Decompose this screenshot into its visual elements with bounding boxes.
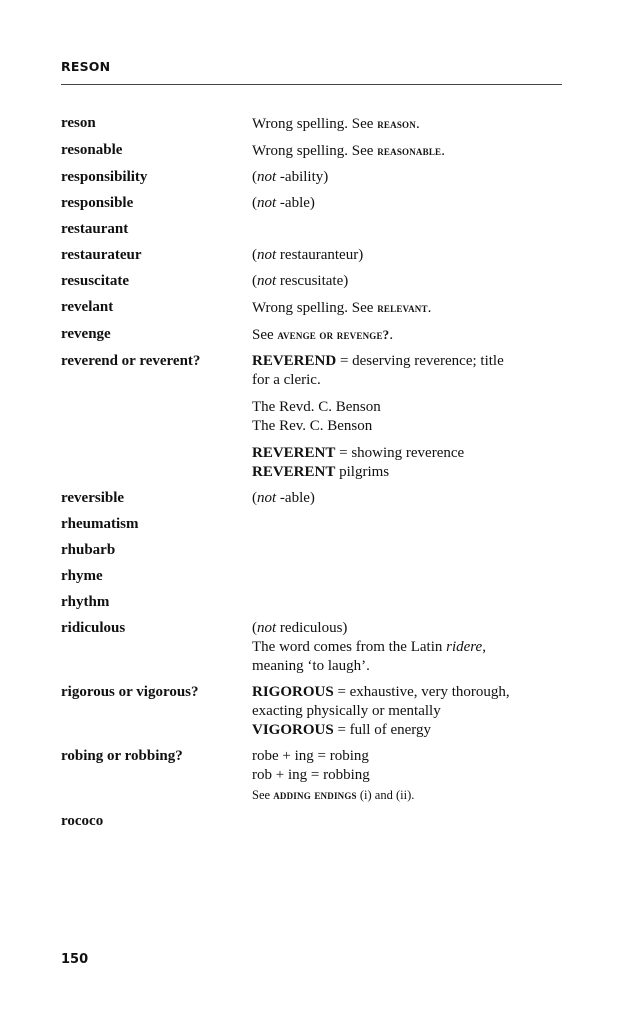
entry-rigorous-or-vigorous [61,683,561,740]
entry-term: robing or robbing? [61,748,183,764]
entry-term: restaurateur [61,247,142,263]
cross-reference: reasonable [377,143,442,158]
usage-examples: The Revd. C. Benson The Rev. C. Benson [252,399,381,434]
entry-definition: Wrong spelling. See reasonable. [252,143,445,159]
entry-definition: (not rescusitate) [252,273,349,289]
entry-term: responsible [61,195,134,211]
entry-definition: REVEREND = deserving reverence; title for a cleric. The Revd. C. Benson The Rev. C. Benson REVERENT = showing reverence REVERENT pilgrims [252,352,561,482]
entry-term: reson [61,115,96,131]
entry-term: reverend or reverent? [61,353,201,369]
entry-ridiculous [61,619,561,676]
entry-responsibility [61,168,561,187]
entry-term: reversible [61,490,125,506]
page-number: 150 [61,952,89,967]
entry-term: rhythm [61,594,110,610]
header-rule [61,84,562,85]
entry-term: rigorous or vigorous? [61,684,199,700]
running-head: RESON [61,59,111,74]
entry-reversible [61,489,561,508]
entry-rhythm [61,593,561,612]
entry-rhyme [61,567,561,586]
entry-term: rheumatism [61,516,139,532]
entry-resonable [61,141,561,161]
entry-rhubarb [61,541,561,560]
entry-resuscitate [61,272,561,291]
entry-rococo [61,812,561,831]
cross-reference: relevant [377,300,428,315]
entry-definition: Wrong spelling. See relevant. [252,300,432,316]
entry-term: responsibility [61,169,148,185]
entry-definition: RIGOROUS = exhaustive, very thorough, exacting physically or mentally VIGOROUS = full of energy [252,684,510,738]
entry-definition: (not -able) [252,195,315,211]
entry-term: rhubarb [61,542,116,558]
entry-definition: (not restauranteur) [252,247,364,263]
entry-responsible [61,194,561,213]
entry-term: resonable [61,142,123,158]
cross-reference: adding endings [273,787,357,802]
entry-definition: (not rediculous) The word comes from the Latin ridere, meaning ‘to laugh’. [252,620,486,674]
cross-reference: avenge or revenge? [277,327,390,342]
entry-term: rhyme [61,568,103,584]
entry-term: rococo [61,813,104,829]
entry-definition: (not -ability) [252,169,329,185]
entry-restaurant [61,220,561,239]
entry-definition: robe + ing = robing rob + ing = robbing See adding endings (i) and (ii). [252,748,415,802]
entry-reverend-or-reverent [61,352,561,482]
entry-robing-or-robbing [61,747,561,805]
entry-restaurateur [61,246,561,265]
entry-reson [61,114,561,134]
entry-rheumatism [61,515,561,534]
entry-term: revenge [61,326,111,342]
dictionary-entries [61,114,561,838]
entry-term: restaurant [61,221,129,237]
entry-definition: Wrong spelling. See reason. [252,116,420,132]
entry-term: ridiculous [61,620,126,636]
entry-term: revelant [61,299,114,315]
entry-revenge [61,325,561,345]
entry-definition: See avenge or revenge?. [252,327,394,343]
entry-revelant [61,298,561,318]
cross-reference: reason [377,116,416,131]
entry-definition: (not -able) [252,490,315,506]
entry-term: resuscitate [61,273,130,289]
